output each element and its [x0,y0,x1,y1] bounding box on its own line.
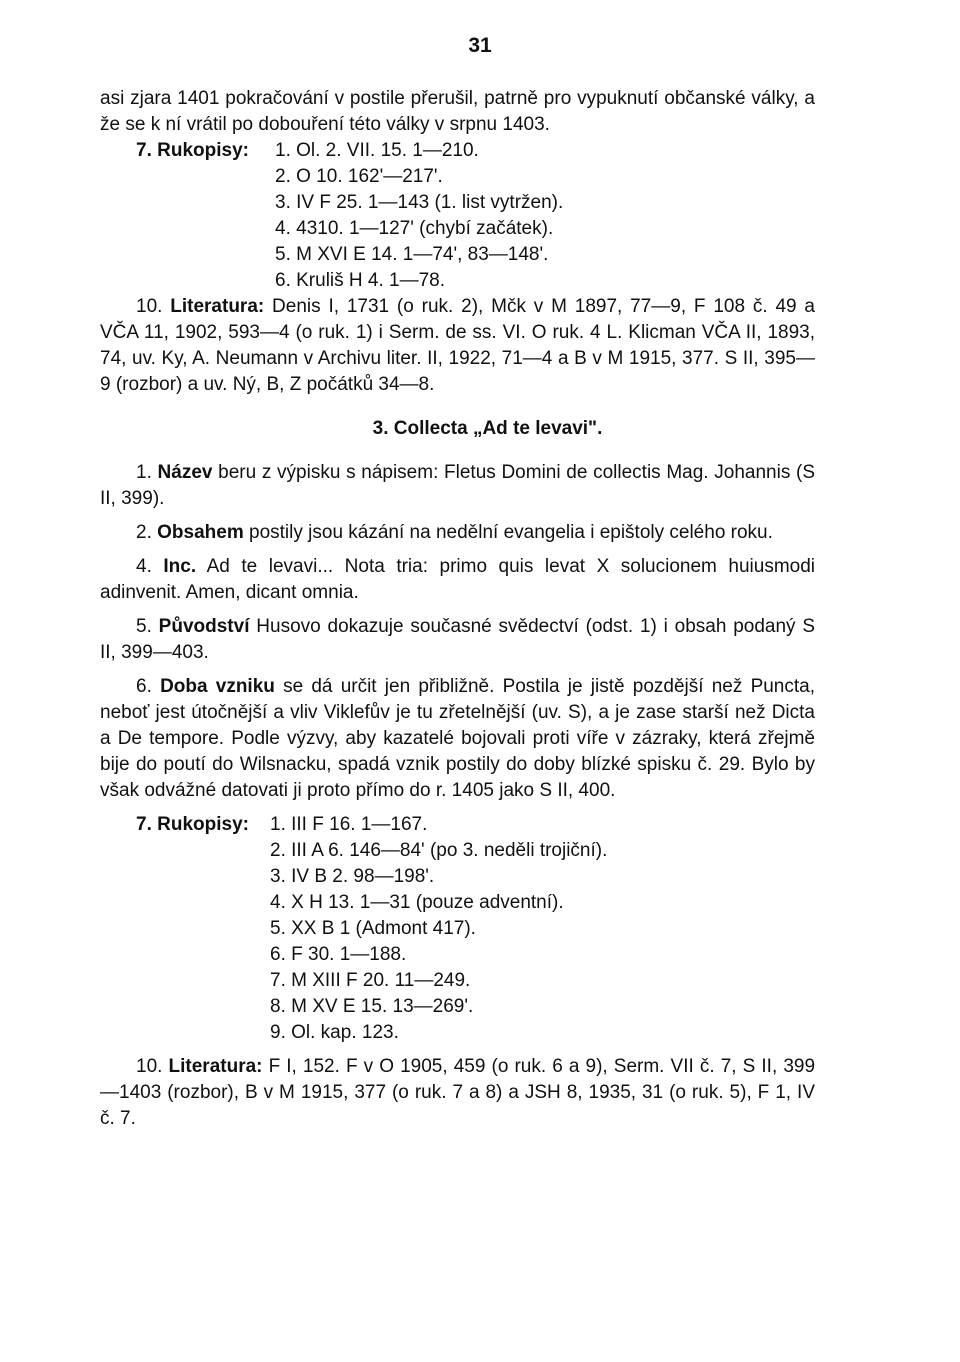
paragraph-num: 2. [136,522,152,543]
manuscripts-label: 7. Rukopisy: [136,140,249,161]
literature-text: F I, 152. F v O 1905, 459 (o ruk. 6 a 9), Serm. VII č. 7, S II, 399—1403 (rozbor), B v M 1915, 377 (o ruk. 7 a 8) a JSH 8, 1935, 31 (o ruk. 5), F 1, IV č. 7. [100,1056,816,1129]
manuscript-entry: 5. M XVI E 14. 1—74', 83—148'. [275,244,549,265]
list-item [100,138,815,164]
paragraph-text: Husovo dokazuje současné svědectví (odst. 1) i obsah podaný S II, 399—403. [100,616,816,663]
manuscript-entry: 4. X H 13. 1—31 (pouze adventní). [270,892,564,913]
manuscripts-label: 7. Rukopisy: [136,814,249,835]
paragraph-incipit [100,554,815,606]
paragraph-dating [100,674,815,804]
paragraph-num: 4. [136,556,152,577]
manuscript-entry: 6. Kruliš H 4. 1—78. [275,270,446,291]
manuscript-entry: 3. IV B 2. 98—198'. [270,866,435,887]
manuscript-entry: 9. Ol. kap. 123. [270,1022,399,1043]
literature-text: Denis I, 1731 (o ruk. 2), Mčk v M 1897, 77—9, F 108 č. 49 a VČA 11, 1902, 593—4 (o ruk. 1) i Serm. de ss. VI. O ruk. 4 L. Klicman VČA II, 1893, 74, uv. Ky, A. Neumann v Archivu liter. II, 1922, 71—4 a B v M 1915, 377. S II, 395—9 (rozbor) a uv. Ný, B, Z počátků 34—8. [100,296,815,395]
paragraph-content [100,520,815,546]
manuscript-entry: 1. III F 16. 1—167. [270,814,428,835]
manuscript-entry: 6. F 30. 1—188. [270,944,407,965]
list-item [100,864,815,890]
manuscript-entry: 4. 4310. 1—127' (chybí začátek). [275,218,554,239]
literature-label: Literatura: [168,1056,263,1077]
list-item [100,916,815,942]
paragraph-name [100,460,815,512]
manuscripts-list-2 [100,812,815,1046]
list-item [100,890,815,916]
page-number: 31 [468,34,492,57]
list-item [100,242,815,268]
list-item [100,994,815,1020]
list-item [100,190,815,216]
manuscript-entry: 7. M XIII F 20. 11—249. [270,970,471,991]
manuscript-entry: 1. Ol. 2. VII. 15. 1—210. [275,140,479,161]
intro-paragraph: asi zjara 1401 pokračování v postile přerušil, patrně pro vypuknutí občanské války, a že se k ní vrátil po dobouření této války v srpnu 1403. [100,88,815,135]
paragraph-text: Ad te levavi... Nota tria: primo quis levat X solucionem huiusmodi adinvenit. Amen, dicant omnia. [100,556,816,603]
paragraph-label: Inc. [163,556,197,577]
paragraph-label: Obsahem [157,522,244,543]
list-item [100,942,815,968]
list-item [100,1020,815,1046]
literature-label: Literatura: [170,296,265,317]
list-item [100,838,815,864]
paragraph-label: Původství [158,616,250,637]
section-title: 3. Collecta „Ad te levavi". [372,418,603,439]
paragraph-text: postily jsou kázání na nedělní evangelia i epištoly celého roku. [249,522,773,543]
manuscript-entry: 2. O 10. 162'—217'. [275,166,443,187]
paragraph-num: 6. [136,676,152,697]
paragraph-num: 1. [136,462,152,483]
literature-num: 10. [136,296,163,317]
literature-paragraph-1 [100,294,815,398]
manuscript-entry: 8. M XV E 15. 13—269'. [270,996,474,1017]
page-body [100,86,815,1132]
manuscripts-list-1 [100,138,815,294]
list-item [100,812,815,838]
paragraph-text: beru z výpisku s nápisem: Fletus Domini de collectis Mag. Johannis (S II, 399). [100,462,815,509]
list-item [100,968,815,994]
paragraph-text: se dá určit jen přibližně. Postila je jistě pozdější než Puncta, neboť jest útočnější a vliv Viklefův je tu zřetelnější (uv. S), a je zase starší než Dicta a De tempore. Podle výzvy, aby kazatelé bojovali proti víře v zázraky, která zřejmě bije do poutí do Wilsnacku, spadá vznik postily do doby blízké spisku č. 29. Bylo by však odvážné datovati ji proto přímo do r. 1405 jako S II, 400. [100,676,815,801]
paragraph-num: 5. [136,616,152,637]
list-item [100,216,815,242]
list-item [100,268,815,294]
literature-num: 10. [136,1056,163,1077]
paragraph-authorship [100,614,815,666]
paragraph-label: Doba vzniku [160,676,275,697]
manuscript-entry: 5. XX B 1 (Admont 417). [270,918,476,939]
list-item [100,164,815,190]
manuscript-entry: 3. IV F 25. 1—143 (1. list vytržen). [275,192,564,213]
literature-paragraph-2 [100,1054,815,1132]
paragraph-label: Název [157,462,213,483]
manuscript-entry: 2. III A 6. 146—84' (po 3. neděli trojiční). [270,840,608,861]
